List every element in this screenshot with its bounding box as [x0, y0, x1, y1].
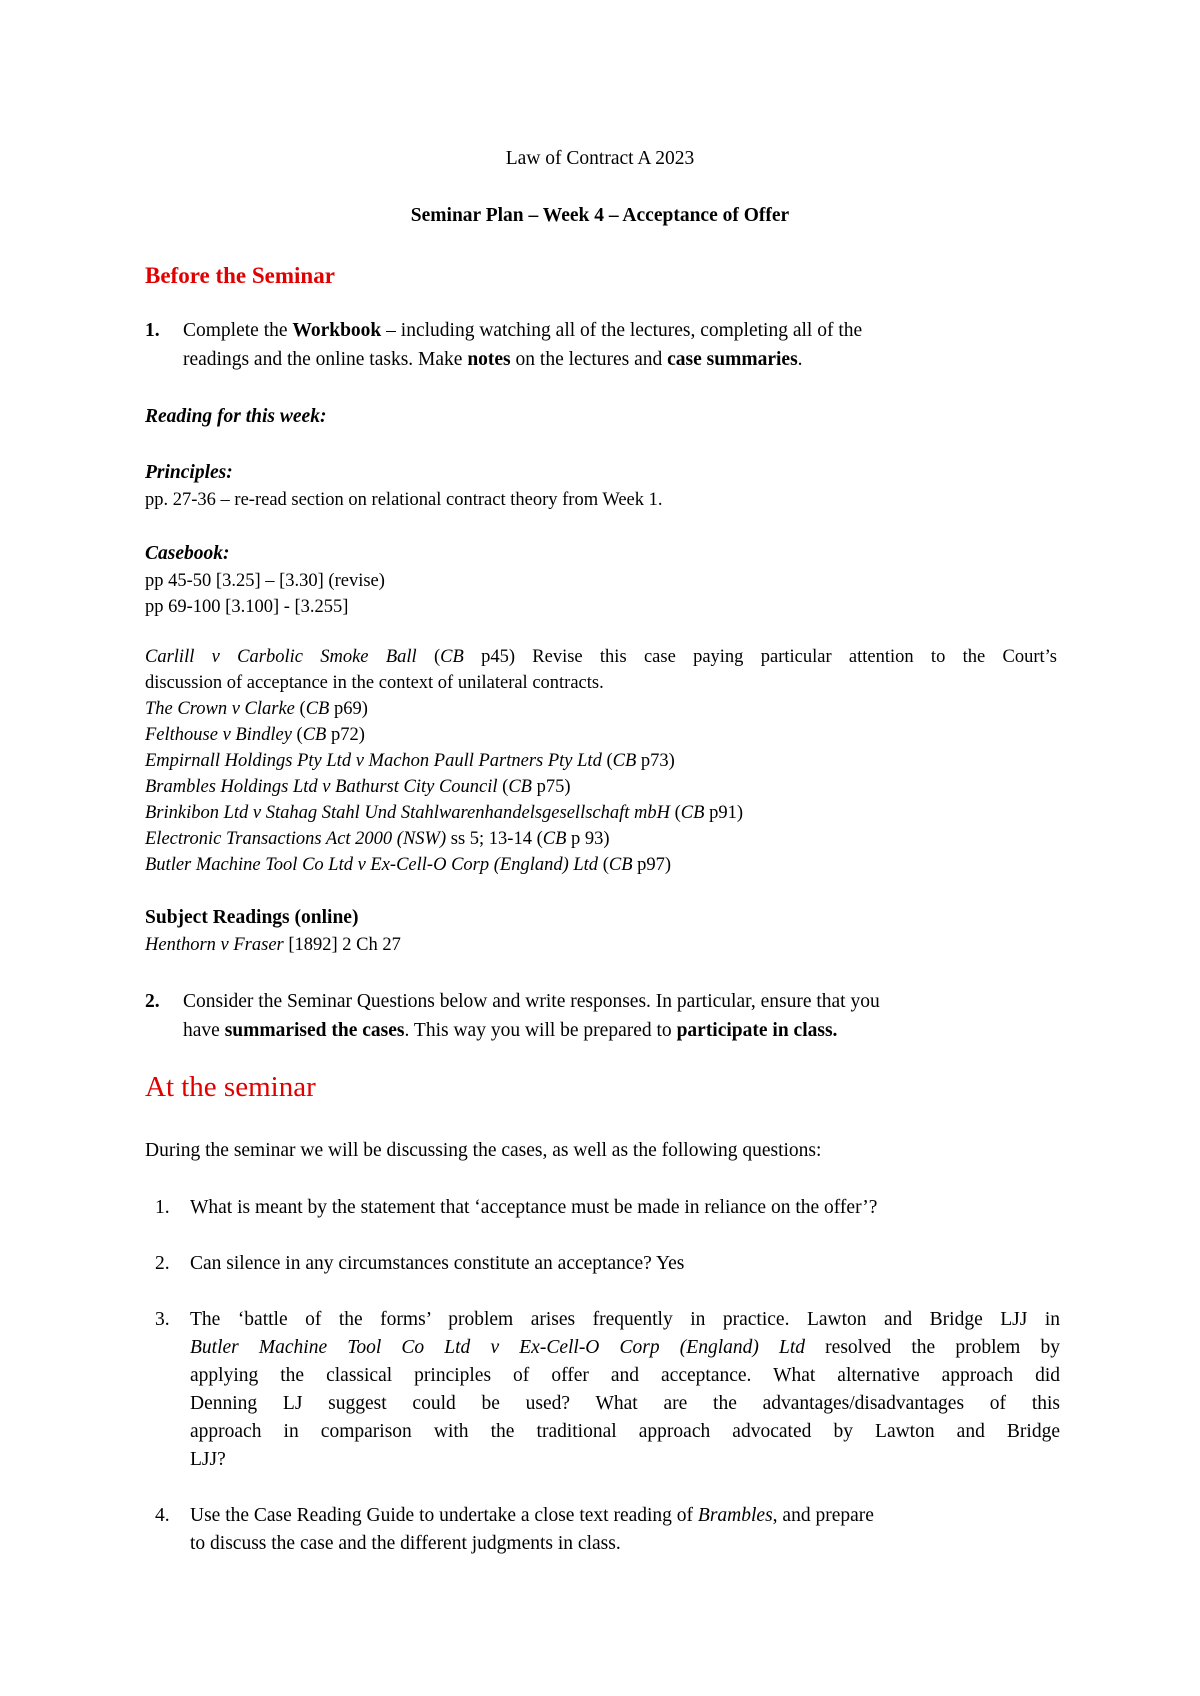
text: CB: [508, 777, 532, 797]
list-number: 2.: [145, 991, 160, 1012]
document-subtitle: Seminar Plan – Week 4 – Acceptance of Offer: [410, 205, 790, 226]
text: p73): [636, 751, 675, 771]
text: have: [183, 1020, 225, 1041]
text: readings and the online tasks. Make: [183, 349, 468, 370]
case-name: Brambles Holdings Ltd v Bathurst City Council: [145, 777, 498, 797]
case-name: Electronic Transactions Act 2000 (NSW): [145, 829, 447, 849]
text: CB: [302, 725, 327, 745]
henthorn-line: [145, 935, 401, 956]
case-name: Butler Machine Tool Co Ltd v Ex-Cell-O Corp (England) Ltd: [145, 855, 599, 875]
text: resolved the problem by: [805, 1337, 1060, 1358]
item2-line1: Consider the Seminar Questions below and write responses. In particular, ensure that you: [183, 991, 880, 1012]
section-heading-at: At the seminar: [145, 1071, 316, 1103]
list-number: 3.: [155, 1309, 170, 1330]
emphasis: summarised the cases: [224, 1020, 405, 1041]
case-line: [145, 855, 671, 876]
document-title: Law of Contract A 2023: [505, 148, 695, 169]
case-name: Henthorn v Fraser: [145, 935, 284, 955]
question-3-line5: approach in comparison with the traditional approach advocated by Lawton and Bridge: [190, 1421, 1060, 1442]
text: (: [497, 777, 509, 797]
text: , and prepare: [772, 1505, 874, 1526]
text: – including watching all of the lectures, completing all of the: [381, 320, 863, 341]
text: CB: [680, 803, 705, 823]
text: p97): [632, 855, 672, 875]
text: CB: [440, 647, 464, 667]
text: CB: [542, 829, 567, 849]
reading-heading: Reading for this week:: [145, 406, 327, 427]
case-line: [145, 803, 743, 824]
text: p91): [704, 803, 743, 823]
section-heading-before: Before the Seminar: [145, 263, 335, 288]
question-1: What is meant by the statement that ‘acceptance must be made in reliance on the offer’?: [190, 1197, 878, 1218]
case-line: [145, 751, 675, 772]
question-3-line3: applying the classical principles of offer and acceptance. What alternative approach did: [190, 1365, 1060, 1386]
item2-line2: [183, 1020, 837, 1042]
seminar-intro: During the seminar we will be discussing the cases, as well as the following questions:: [145, 1140, 822, 1161]
text: p75): [531, 777, 571, 797]
item1-line1: [183, 320, 862, 342]
text: .: [797, 349, 803, 370]
case-name: Butler Machine Tool Co Ltd v Ex-Cell-O Corp (England) Ltd: [190, 1337, 806, 1358]
emphasis: case summaries: [667, 349, 798, 370]
emphasis: participate in class.: [676, 1020, 838, 1041]
text: (: [670, 803, 681, 823]
case-name: Brinkibon Ltd v Stahag Stahl Und Stahlwarenhandelsgesellschaft mbH: [145, 803, 670, 823]
subject-readings-heading: Subject Readings (online): [145, 907, 359, 928]
case-line: [145, 829, 610, 850]
question-4-line1: [190, 1505, 874, 1527]
text: on the lectures and: [510, 349, 668, 370]
text: CB: [612, 751, 637, 771]
question-3-line2: [190, 1337, 1060, 1359]
principles-text: pp. 27-36 – re-read section on relational contract theory from Week 1.: [145, 490, 663, 510]
case-name: Carlill v Carbolic Smoke Ball: [145, 647, 417, 667]
text: p 93): [566, 829, 610, 849]
carlill-line1: [145, 647, 1057, 668]
casebook-line: pp 45-50 [3.25] – [3.30] (revise): [145, 571, 385, 591]
text: (: [294, 699, 306, 719]
text: [1892] 2 Ch 27: [283, 935, 401, 955]
list-number: 2.: [155, 1253, 170, 1274]
casebook-line: pp 69-100 [3.100] - [3.255]: [145, 597, 349, 617]
case-name: Empirnall Holdings Pty Ltd v Machon Paull Partners Pty Ltd: [145, 751, 602, 771]
item1-line2: [183, 349, 803, 371]
text: (: [601, 751, 613, 771]
text: ss 5; 13-14 (: [446, 829, 543, 849]
case-line: [145, 777, 571, 798]
list-number: 1.: [145, 320, 160, 341]
question-3-line1: The ‘battle of the forms’ problem arises frequently in practice. Lawton and Bridge LJJ in: [190, 1309, 1060, 1330]
question-4-line2: to discuss the case and the different judgments in class.: [190, 1533, 621, 1554]
text: Complete the: [183, 320, 293, 341]
case-name: Felthouse v Bindley: [145, 725, 292, 745]
casebook-heading: Casebook:: [145, 543, 230, 564]
list-number: 1.: [155, 1197, 170, 1218]
case-name: The Crown v Clarke: [145, 699, 295, 719]
text: Use the Case Reading Guide to undertake a close text reading of: [190, 1505, 698, 1526]
question-3-line6: LJJ?: [190, 1449, 226, 1470]
text: p69): [329, 699, 368, 719]
text: CB: [305, 699, 330, 719]
text: (: [291, 725, 303, 745]
question-3-line4: Denning LJ suggest could be used? What are the advantages/disadvantages of this: [190, 1393, 1060, 1414]
case-line: [145, 725, 365, 746]
emphasis: Workbook: [292, 320, 382, 341]
emphasis: notes: [467, 349, 511, 370]
question-2: Can silence in any circumstances constitute an acceptance? Yes: [190, 1253, 685, 1274]
text: (: [598, 855, 609, 875]
case-line: [145, 699, 368, 720]
case-name: Brambles: [697, 1505, 773, 1526]
carlill-line2: discussion of acceptance in the context of unilateral contracts.: [145, 673, 604, 693]
text: CB: [608, 855, 633, 875]
text: . This way you will be prepared to: [404, 1020, 677, 1041]
text: (: [416, 647, 441, 667]
list-number: 4.: [155, 1505, 170, 1526]
principles-heading: Principles:: [145, 462, 233, 483]
text: p72): [326, 725, 365, 745]
text: p45) Revise this case paying particular attention to the Court’s: [463, 647, 1057, 667]
